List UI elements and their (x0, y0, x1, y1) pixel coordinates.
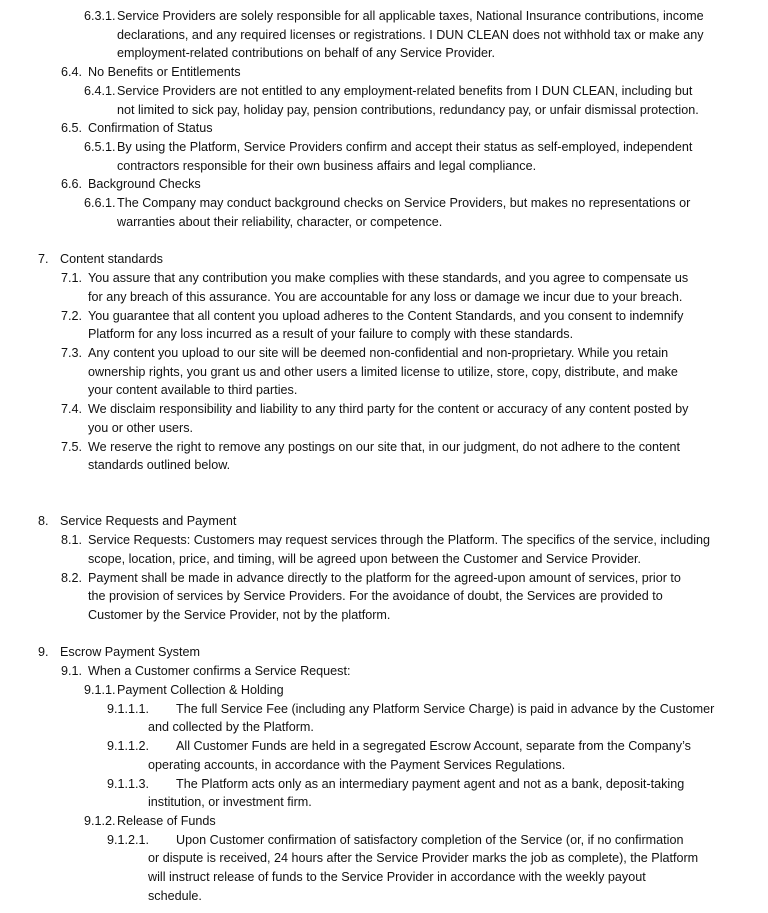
item-text-line: Service Requests and Payment (60, 514, 237, 529)
item-text-line: The Platform acts only as an intermediary payment agent and not as a bank, deposit-taking (176, 776, 685, 791)
item-number: 6.4.1. (84, 83, 116, 98)
item-text-line: By using the Platform, Service Providers confirm and accept their status as self-employed, independent (117, 140, 693, 155)
item-text-line: No Benefits or Entitlements (88, 65, 241, 80)
item-number: 9.1.2.1. (107, 832, 150, 847)
item-number: 7. (38, 252, 49, 267)
item-number: 9.1.2. (84, 813, 116, 828)
item-text-line: operating accounts, in accordance with the Payment Services Regulations. (148, 757, 566, 772)
item-number: 8.1. (61, 533, 83, 548)
item-text-line: Payment shall be made in advance directly to the platform for the agreed-upon amount of services, prior to (88, 570, 681, 585)
item-number: 7.2. (61, 308, 83, 323)
item-text-line: not limited to sick pay, holiday pay, pension contributions, redundancy pay, or unfair dismissal protection. (117, 102, 699, 117)
item-text-line: The Company may conduct background checks on Service Providers, but makes no representations or (117, 196, 691, 211)
item-number: 8. (38, 514, 49, 529)
item-text-line: Customer by the Service Provider, not by the platform. (88, 608, 391, 623)
item-text-line: scope, location, price, and timing, will be agreed upon between the Customer and Service Provider. (88, 551, 642, 566)
item-text-line: or dispute is received, 24 hours after the Service Provider marks the job as complete), the Platform (148, 851, 699, 866)
item-text-line: When a Customer confirms a Service Request: (88, 664, 351, 679)
item-number: 9.1.1. (84, 682, 116, 697)
item-text-line: declarations, and any required licenses or registrations. I DUN CLEAN does not withhold tax or make any (117, 27, 704, 42)
item-number: 6.5. (61, 121, 83, 136)
item-text-line: the provision of services by Service Providers. For the avoidance of doubt, the Services are provided to (88, 589, 663, 604)
item-number: 6.3.1. (84, 9, 116, 23)
item-number: 6.6.1. (84, 196, 116, 211)
item-number: 7.4. (61, 402, 83, 417)
item-text-line: warranties about their reliability, character, or competence. (117, 214, 443, 229)
item-number: 9. (38, 645, 49, 660)
item-number: 8.2. (61, 570, 83, 585)
item-text-line: We disclaim responsibility and liability to any third party for the content or accuracy of any content posted by (88, 402, 689, 417)
item-text-line: All Customer Funds are held in a segregated Escrow Account, separate from the Company’s (176, 739, 691, 754)
item-number: 9.1. (61, 664, 83, 679)
item-text-line: Service Providers are not entitled to any employment-related benefits from I DUN CLEAN, including but (117, 83, 693, 98)
item-text-line: you or other users. (88, 420, 193, 435)
item-text-line: You assure that any contribution you make complies with these standards, and you agree to compensate us (88, 271, 689, 286)
item-text-line: standards outlined below. (88, 458, 231, 473)
item-number: 9.1.1.3. (107, 776, 150, 791)
item-text-line: Service Requests: Customers may request services through the Platform. The specifics of the service, including (88, 533, 711, 548)
item-text-line: Upon Customer confirmation of satisfactory completion of the Service (or, if no confirmation (176, 832, 684, 847)
item-number: 7.1. (61, 271, 83, 286)
item-text-line: The full Service Fee (including any Platform Service Charge) is paid in advance by the Customer (176, 701, 715, 716)
item-text-line: Background Checks (88, 177, 201, 192)
item-text-line: You guarantee that all content you upload adheres to the Content Standards, and you consent to indemnify (88, 308, 684, 323)
item-text-line: will instruct release of funds to the Service Provider in accordance with the weekly payout (148, 870, 646, 885)
item-text-line: schedule. (148, 888, 202, 903)
item-number: 6.5.1. (84, 140, 116, 155)
item-number: 7.5. (61, 439, 83, 454)
item-number: 7.3. (61, 345, 83, 360)
item-text-line: Any content you upload to our site will be deemed non-confidential and non-proprietary. While you retain (88, 345, 669, 360)
item-text-line: employment-related contributions on behalf of any Service Provider. (117, 46, 496, 61)
item-text-line: Service Providers are solely responsible for all applicable taxes, National Insurance contributions, income (117, 9, 704, 23)
item-text-line: We reserve the right to remove any postings on our site that, in our judgment, do not adhere to the content (88, 439, 681, 454)
item-text-line: Platform for any loss incurred as a result of your failure to comply with these standards. (88, 327, 574, 342)
item-number: 9.1.1.1. (107, 701, 150, 716)
item-text-line: for any breach of this assurance. You are accountable for any loss or damage we incur due to your breach. (88, 289, 683, 304)
item-number: 9.1.1.2. (107, 739, 150, 754)
item-text-line: Payment Collection & Holding (117, 682, 284, 697)
item-text-line: contractors responsible for their own business affairs and legal compliance. (117, 158, 537, 173)
item-text-line: institution, or investment firm. (148, 795, 312, 810)
item-text-line: your content available to third parties. (88, 383, 298, 398)
item-text-line: Confirmation of Status (88, 121, 213, 136)
item-number: 6.4. (61, 65, 83, 80)
item-text-line: ownership rights, you grant us and other users a limited license to utilize, store, copy, distribute, and make (88, 364, 678, 379)
item-text-line: and collected by the Platform. (148, 720, 314, 735)
item-text-line: Content standards (60, 252, 163, 267)
item-text-line: Escrow Payment System (60, 645, 200, 660)
item-text-line: Release of Funds (117, 813, 216, 828)
item-number: 6.6. (61, 177, 83, 192)
